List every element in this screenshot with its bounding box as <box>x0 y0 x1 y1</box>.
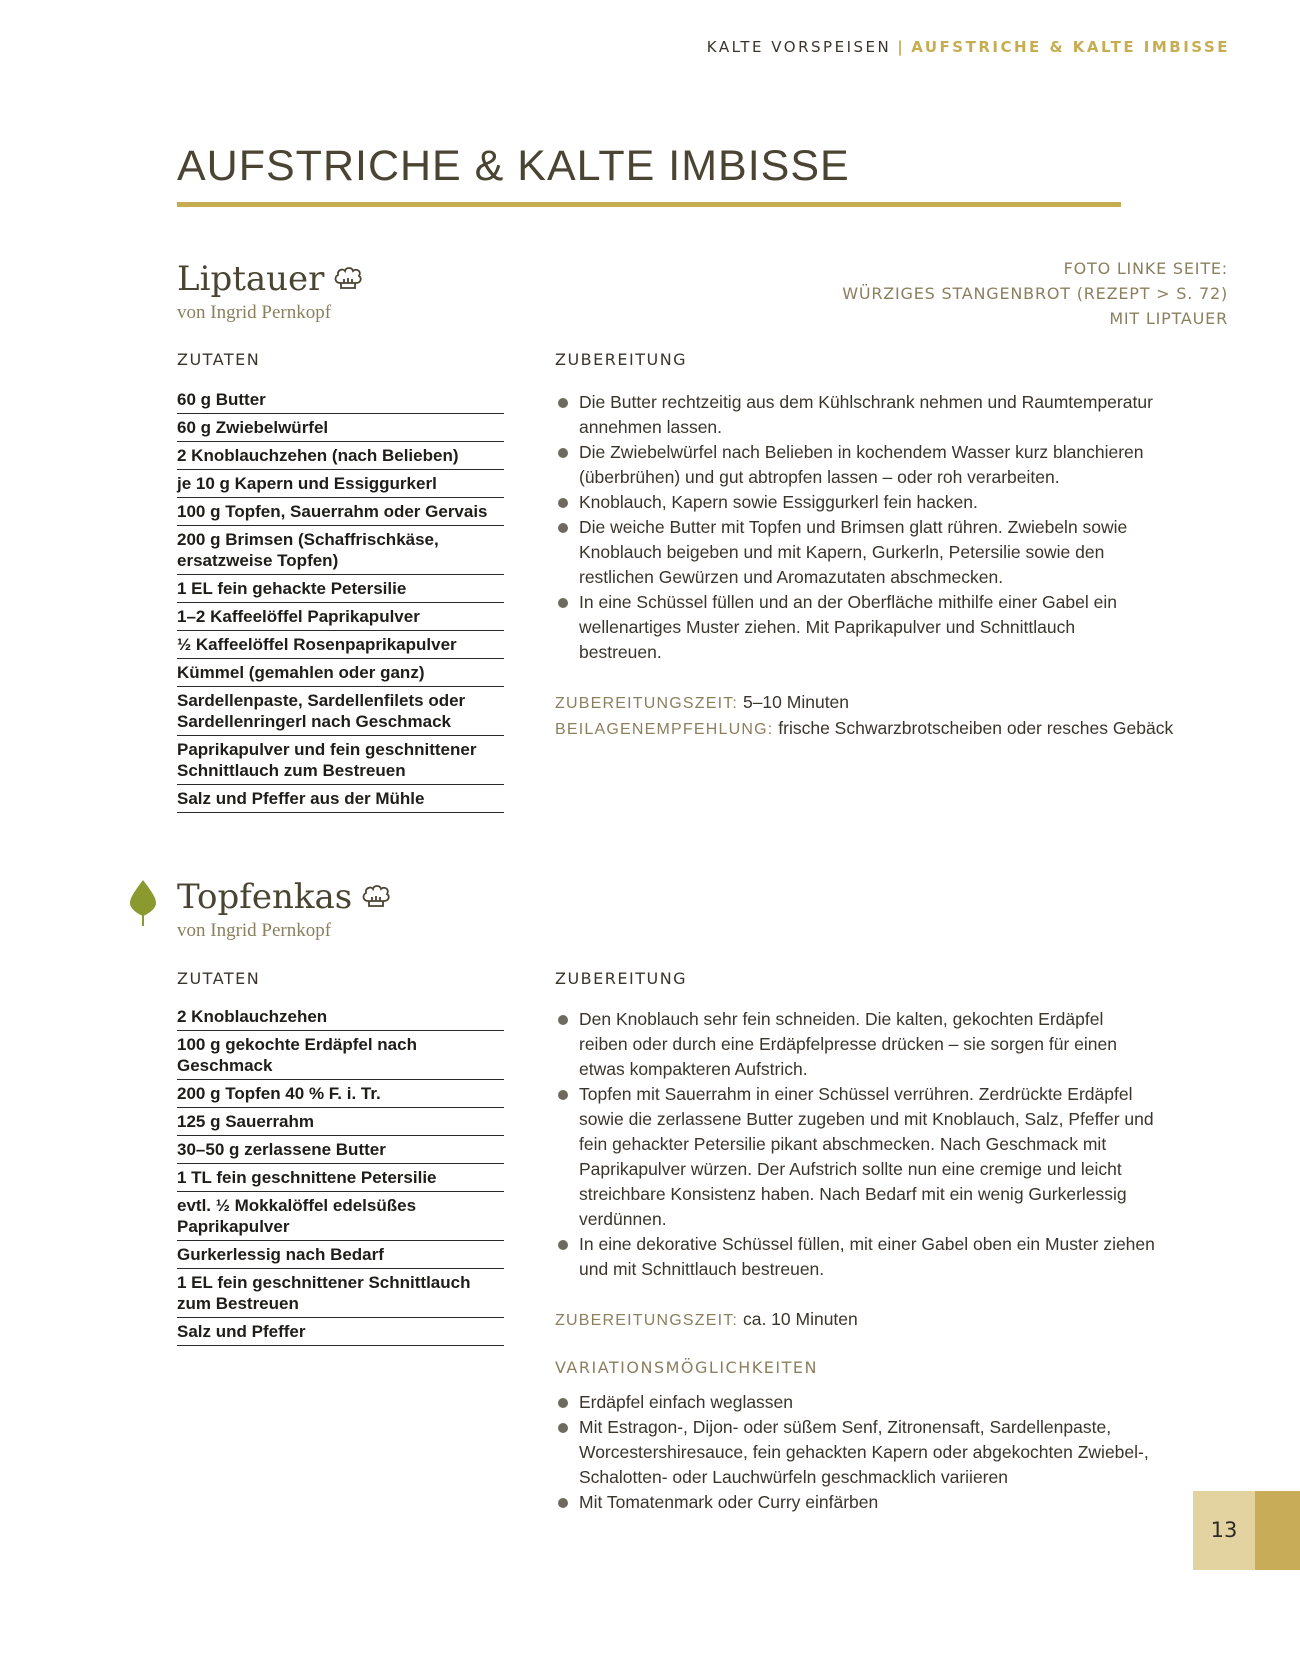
ingredient-item: 60 g Butter <box>177 386 504 414</box>
recipe-info <box>555 1307 1179 1333</box>
prep-time-label: ZUBEREITUNGSZEIT: <box>555 1312 739 1329</box>
ingredient-item: 100 g Topfen, Sauerrahm oder Gervais <box>177 498 504 526</box>
photo-caption-line: WÜRZIGES STANGENBROT (REZEPT > S. 72) <box>842 284 1228 303</box>
ingredient-item: 125 g Sauerrahm <box>177 1108 504 1136</box>
running-header-section: KALTE VORSPEISEN <box>706 38 892 56</box>
ingredient-item: 1–2 Kaffeelöffel Paprikapulver <box>177 603 504 631</box>
page-tab-edge <box>1255 1491 1300 1570</box>
prep-time-value: 5–10 Minuten <box>742 692 850 712</box>
step-item: In eine dekorative Schüssel füllen, mit einer Gabel oben ein Muster ziehen und mit Schnittlauch bestreuen. <box>555 1232 1155 1282</box>
side-dish-line <box>555 716 1179 742</box>
step-item: Den Knoblauch sehr fein schneiden. Die kalten, gekochten Erdäpfel reiben oder durch eine Erdäpfelpresse drücken – sie sorgen für einen etwas kompakteren Aufstrich. <box>555 1007 1155 1082</box>
variation-item: Mit Estragon-, Dijon- oder süßem Senf, Zitronensaft, Sardellenpaste, Worcestershiresauce, fein gehackten Kapern oder abgekochten Zwiebel-, Schalotten- oder Lauchwürfeln geschmacklich variieren <box>555 1415 1155 1490</box>
ingredients-label: ZUTATEN <box>177 969 261 988</box>
preparation-label: ZUBEREITUNG <box>555 350 688 369</box>
ingredient-item: 200 g Topfen 40 % F. i. Tr. <box>177 1080 504 1108</box>
chef-hat-icon <box>360 882 392 916</box>
step-item: Topfen mit Sauerrahm in einer Schüssel verrühren. Zerdrückte Erdäpfel sowie die zerlassene Butter zugeben und mit Knoblauch, Salz, Pfeffer und fein gehackter Petersilie pikant abschmecken. Nach Geschmack mit Paprikapulver würzen. Der Aufstrich sollte nun eine cremige und leicht streichbare Konsistenz haben. Nach Bedarf mit ein wenig Gurkerlessig verdünnen. <box>555 1082 1155 1232</box>
running-header-separator: | <box>897 38 906 56</box>
prep-time-line <box>555 690 1179 716</box>
ingredients-list <box>177 1003 504 1346</box>
ingredients-list <box>177 386 504 813</box>
variation-item: Erdäpfel einfach weglassen <box>555 1390 1155 1415</box>
step-item: Die Zwiebelwürfel nach Belieben in kochendem Wasser kurz blanchieren (überbrühen) und gut abtropfen lassen – oder roh verarbeiten. <box>555 440 1155 490</box>
ingredient-item: Sardellenpaste, Sardellenfilets oder Sardellenringerl nach Geschmack <box>177 687 504 736</box>
variations-list <box>555 1390 1155 1515</box>
ingredient-item: 100 g gekochte Erdäpfel nach Geschmack <box>177 1031 504 1080</box>
ingredient-item: 200 g Brimsen (Schaffrischkäse, ersatzweise Topfen) <box>177 526 504 575</box>
ingredient-item: Salz und Pfeffer aus der Mühle <box>177 785 504 813</box>
ingredient-item: 1 EL fein gehackte Petersilie <box>177 575 504 603</box>
step-item: Die weiche Butter mit Topfen und Brimsen glatt rühren. Zwiebeln sowie Knoblauch beigeben und mit Kapern, Gurkerln, Petersilie sowie den restlichen Gewürzen und Aromazutaten abschmecken. <box>555 515 1155 590</box>
ingredient-item: Gurkerlessig nach Bedarf <box>177 1241 504 1269</box>
recipe-title-liptauer <box>177 259 364 299</box>
recipe-title-topfenkas <box>177 877 392 917</box>
photo-caption-line: FOTO LINKE SEITE: <box>1063 259 1228 278</box>
running-header-current: AUFSTRICHE & KALTE IMBISSE <box>911 38 1230 56</box>
preparation-steps <box>555 390 1155 665</box>
prep-time-label: ZUBEREITUNGSZEIT: <box>555 695 739 712</box>
recipe-info <box>555 690 1179 742</box>
ingredient-item: evtl. ½ Mokkalöffel edelsüßes Paprikapulver <box>177 1192 504 1241</box>
recipe-author: von Ingrid Pernkopf <box>177 920 332 941</box>
ingredient-item: 2 Knoblauchzehen (nach Belieben) <box>177 442 504 470</box>
title-rule <box>177 202 1121 207</box>
ingredient-item: 2 Knoblauchzehen <box>177 1003 504 1031</box>
chapter-title: AUFSTRICHE & KALTE IMBISSE <box>177 142 850 190</box>
ingredient-item: Salz und Pfeffer <box>177 1318 504 1346</box>
side-dish-label: BEILAGENEMPFEHLUNG: <box>555 721 774 738</box>
recipe-author: von Ingrid Pernkopf <box>177 302 332 323</box>
photo-caption-line: MIT LIPTAUER <box>1109 309 1228 328</box>
ingredient-item: Paprikapulver und fein geschnittener Schnittlauch zum Bestreuen <box>177 736 504 785</box>
step-item: Die Butter rechtzeitig aus dem Kühlschrank nehmen und Raumtemperatur annehmen lassen. <box>555 390 1155 440</box>
preparation-label: ZUBEREITUNG <box>555 969 688 988</box>
side-dish-value: frische Schwarzbrotscheiben oder resches Gebäck <box>778 718 1174 738</box>
ingredient-item: 60 g Zwiebelwürfel <box>177 414 504 442</box>
variation-item: Mit Tomatenmark oder Curry einfärben <box>555 1490 1155 1515</box>
recipe-title-text: Liptauer <box>177 259 325 299</box>
leaf-icon <box>128 878 158 932</box>
chef-hat-icon <box>332 264 364 298</box>
ingredient-item: 1 TL fein geschnittene Petersilie <box>177 1164 504 1192</box>
step-item: Knoblauch, Kapern sowie Essiggurkerl fein hacken. <box>555 490 1155 515</box>
ingredient-item: ½ Kaffeelöffel Rosenpaprikapulver <box>177 631 504 659</box>
prep-time-value: ca. 10 Minuten <box>742 1309 858 1329</box>
recipe-title-text: Topfenkas <box>177 877 353 917</box>
prep-time-line <box>555 1307 1179 1333</box>
ingredient-item: 30–50 g zerlassene Butter <box>177 1136 504 1164</box>
page-number: 13 <box>1210 1518 1238 1542</box>
ingredients-label: ZUTATEN <box>177 350 261 369</box>
variations-label: VARIATIONSMÖGLICHKEITEN <box>555 1358 818 1377</box>
preparation-steps <box>555 1007 1155 1282</box>
ingredient-item: je 10 g Kapern und Essiggurkerl <box>177 470 504 498</box>
step-item: In eine Schüssel füllen und an der Oberfläche mithilfe einer Gabel ein wellenartiges Muster ziehen. Mit Paprikapulver und Schnittlauch bestreuen. <box>555 590 1155 665</box>
ingredient-item: 1 EL fein geschnittener Schnittlauch zum Bestreuen <box>177 1269 504 1318</box>
running-header <box>707 38 1230 56</box>
ingredient-item: Kümmel (gemahlen oder ganz) <box>177 659 504 687</box>
photo-caption <box>842 256 1228 331</box>
